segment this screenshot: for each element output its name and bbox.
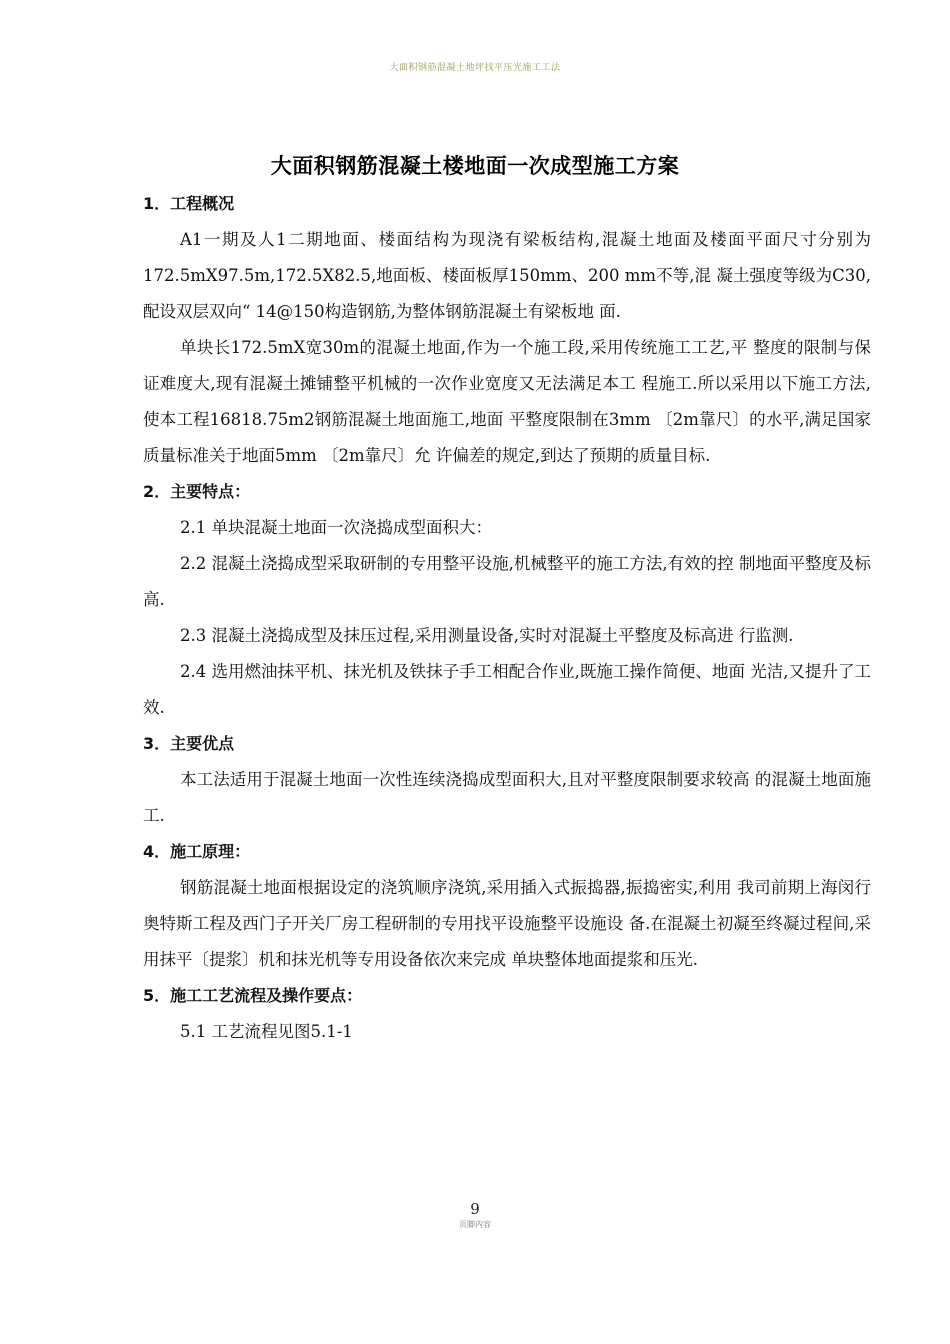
document-title: 大面积钢筋混凝土楼地面一次成型施工方案	[270, 154, 680, 178]
section-heading-advantages: 3．主要优点	[143, 734, 235, 753]
page-header: 大面积钢筋混凝土地坪找平压光施工工法	[389, 63, 561, 73]
paragraph: 钢筋混凝土地面根据设定的浇筑顺序浇筑,采用插入式振捣器,振捣密实,利用 我司前期上海闵行奥特斯工程及西门子开关厂房工程研制的专用找平设施整平设施设 备.在混凝土初凝至终凝过程间,采用抹平〔提浆〕机和抹光机等专用设备依次来完成 单块整体地面提浆和压光.	[143, 878, 871, 969]
paragraph: 单块长172.5mX宽30m的混凝土地面,作为一个施工段,采用传统施工工艺,平 整度的限制与保证难度大,现有混凝土摊铺整平机械的一次作业宽度又无法满足本工 程施工.所以采用以下施工方法,使本工程16818.75m2钢筋混凝土地面施工,地面 平整度限制在3mm 〔2m靠尺〕的水平,满足国家质量标准关于地面5mm 〔2m靠尺〕允 许偏差的规定,到达了预期的质量目标.	[143, 338, 871, 465]
page-footer: 页脚内容	[459, 1220, 491, 1229]
paragraph: 2.4 选用燃油抹平机、抹光机及铁抹子手工相配合作业,既施工操作简便、地面 光洁,又提升了工效.	[143, 662, 871, 717]
section-heading-features: 2．主要特点：	[143, 482, 251, 501]
section-heading-process: 5．施工工艺流程及操作要点：	[143, 986, 363, 1005]
paragraph: 2.3 混凝土浇捣成型及抹压过程,采用测量设备,实时对混凝土平整度及标高进 行监测.	[180, 626, 794, 645]
document-body	[143, 186, 871, 1050]
paragraph: 5.1 工艺流程见图5.1-1	[180, 1022, 353, 1041]
paragraph: A1一期及人1二期地面、楼面结构为现浇有梁板结构,混凝土地面及楼面平面尺寸分别为172.5mX97.5m,172.5X82.5,地面板、楼面板厚150mm、200 mm不等,混 凝土强度等级为C30,配设双层双向“ 14@150构造钢筋,为整体钢筋混凝土有梁板地 面.	[143, 230, 871, 321]
paragraph: 2.1 单块混凝土地面一次浇捣成型面积大：	[180, 518, 492, 537]
paragraph: 2.2 混凝土浇捣成型采取研制的专用整平设施,机械整平的施工方法,有效的控 制地面平整度及标高.	[143, 554, 871, 609]
paragraph: 本工法适用于混凝土地面一次性连续浇捣成型面积大,且对平整度限制要求较高 的混凝土地面施工.	[143, 770, 871, 825]
section-heading-principle: 4．施工原理：	[143, 842, 251, 861]
section-heading-overview: 1．工程概况	[143, 194, 235, 213]
page-number: 9	[470, 1200, 480, 1218]
